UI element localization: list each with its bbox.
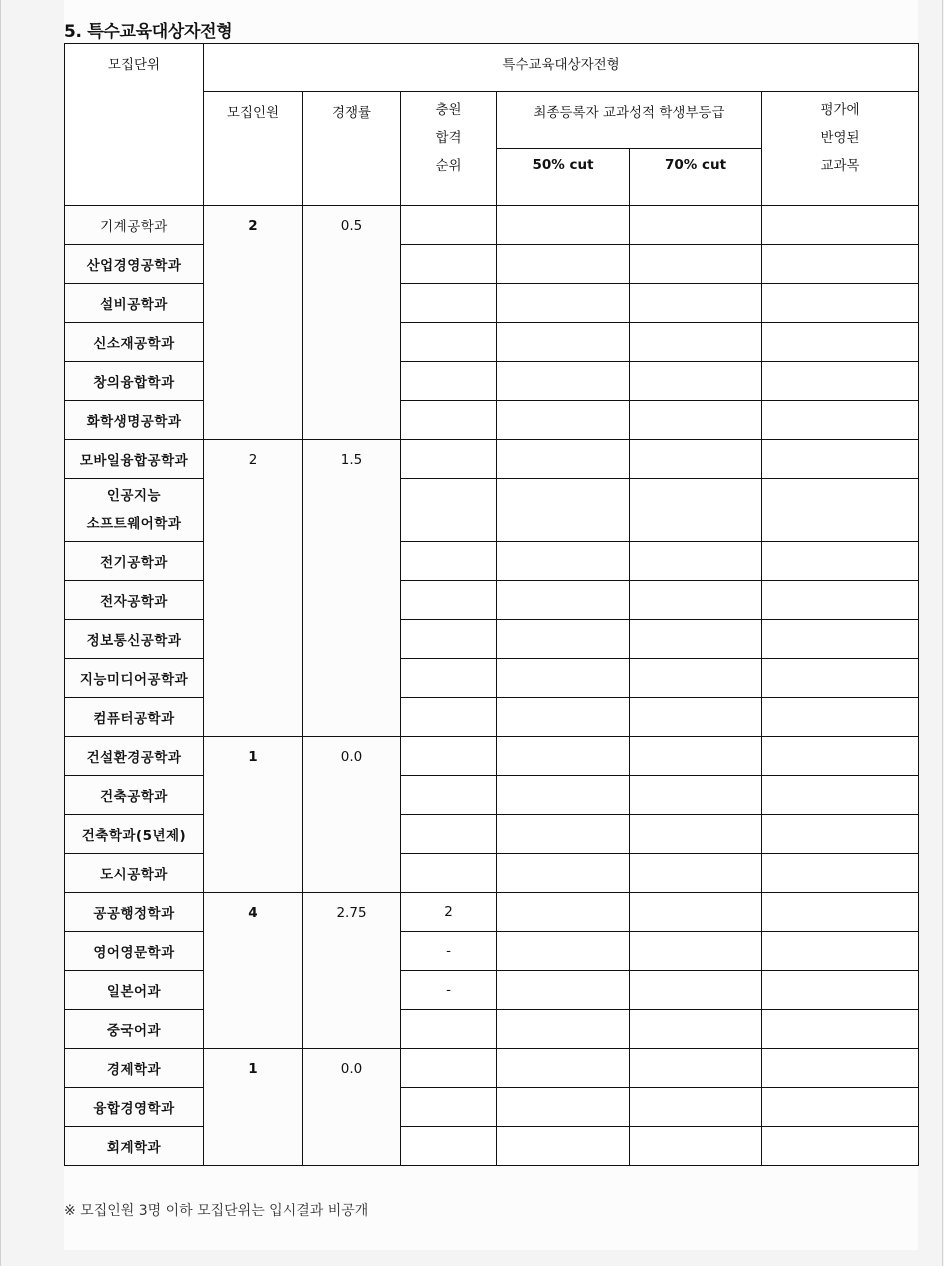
subjects-cell (762, 932, 919, 971)
cut-70-cell (630, 542, 762, 581)
cut-70-cell (630, 284, 762, 323)
subjects-cell (762, 971, 919, 1010)
table-row (65, 1010, 919, 1049)
cut-70-cell (630, 698, 762, 737)
table-row (65, 659, 919, 698)
department-name: 건축공학과 (65, 776, 204, 815)
waitlist-rank-cell: 2 (401, 893, 497, 932)
waitlist-rank-cell: - (401, 932, 497, 971)
cut-50-cell (497, 362, 630, 401)
header-waitlist-line-2: 합격 (435, 130, 462, 146)
cut-50-cell (497, 776, 630, 815)
department-name: 컴퓨터공학과 (65, 698, 204, 737)
subjects-cell (762, 440, 919, 479)
department-name: 일본어과 (65, 971, 204, 1010)
subjects-cell (762, 698, 919, 737)
waitlist-rank-cell (401, 1088, 497, 1127)
subjects-cell (762, 737, 919, 776)
department-name (65, 479, 204, 542)
table-row (65, 1088, 919, 1127)
table-row (65, 581, 919, 620)
cut-70-cell (630, 479, 762, 542)
cut-70-cell (630, 1010, 762, 1049)
waitlist-rank-cell (401, 245, 497, 284)
cut-50-cell (497, 737, 630, 776)
competition-ratio-value: 1.5 (303, 440, 401, 737)
department-name: 건설환경공학과 (65, 737, 204, 776)
subjects-cell (762, 1010, 919, 1049)
cut-70-cell (630, 581, 762, 620)
cut-50-cell (497, 1088, 630, 1127)
department-name: 정보통신공학과 (65, 620, 204, 659)
department-name: 융합경영학과 (65, 1088, 204, 1127)
cut-70-cell (630, 1049, 762, 1088)
cut-50-cell (497, 893, 630, 932)
table-row (65, 893, 919, 932)
waitlist-rank-cell (401, 206, 497, 245)
competition-ratio-value: 0.0 (303, 737, 401, 893)
department-name: 모바일융합공학과 (65, 440, 204, 479)
table-row (65, 362, 919, 401)
department-name: 기계공학과 (65, 206, 204, 245)
waitlist-rank-cell (401, 401, 497, 440)
cut-70-cell (630, 1088, 762, 1127)
table-row (65, 1127, 919, 1166)
competition-ratio-value: 0.5 (303, 206, 401, 440)
header-waitlist-line-1: 충원 (435, 102, 462, 118)
header-final-registrant-grade: 최종등록자 교과성적 학생부등급 (497, 92, 762, 149)
header-subjects-line-2: 반영된 (820, 130, 860, 146)
cut-70-cell (630, 776, 762, 815)
waitlist-rank-cell (401, 362, 497, 401)
cut-70-cell (630, 971, 762, 1010)
header-50-cut: 50% cut (497, 149, 630, 206)
cut-50-cell (497, 323, 630, 362)
cut-50-cell (497, 932, 630, 971)
department-name: 전자공학과 (65, 581, 204, 620)
quota-value: 4 (204, 893, 303, 1049)
document-page (64, 0, 918, 1250)
department-name: 창의융합학과 (65, 362, 204, 401)
cut-50-cell (497, 284, 630, 323)
waitlist-rank-cell (401, 440, 497, 479)
cut-50-cell (497, 620, 630, 659)
cut-70-cell (630, 323, 762, 362)
cut-70-cell (630, 815, 762, 854)
waitlist-rank-cell (401, 659, 497, 698)
header-evaluated-subjects (762, 92, 919, 206)
cut-70-cell (630, 854, 762, 893)
page-left-edge (0, 0, 1, 1266)
department-name: 화학생명공학과 (65, 401, 204, 440)
table-row (65, 737, 919, 776)
scrollbar-track[interactable] (942, 0, 943, 1266)
header-subjects-line-1: 평가에 (820, 102, 860, 118)
department-name: 중국어과 (65, 1010, 204, 1049)
cut-50-cell (497, 698, 630, 737)
quota-value: 2 (204, 206, 303, 440)
cut-50-cell (497, 971, 630, 1010)
quota-value: 2 (204, 440, 303, 737)
table-row (65, 854, 919, 893)
table-row (65, 323, 919, 362)
table-row (65, 440, 919, 479)
table-row (65, 245, 919, 284)
waitlist-rank-cell (401, 737, 497, 776)
table-row (65, 284, 919, 323)
cut-70-cell (630, 206, 762, 245)
subjects-cell (762, 323, 919, 362)
subjects-cell (762, 245, 919, 284)
subjects-cell (762, 893, 919, 932)
cut-70-cell (630, 362, 762, 401)
cut-70-cell (630, 659, 762, 698)
cut-70-cell (630, 620, 762, 659)
waitlist-rank-cell (401, 323, 497, 362)
subjects-cell (762, 581, 919, 620)
cut-70-cell (630, 737, 762, 776)
cut-50-cell (497, 815, 630, 854)
department-name-line-1: 인공지능 (106, 488, 162, 504)
header-recruitment-unit: 모집단위 (65, 44, 204, 206)
subjects-cell (762, 479, 919, 542)
waitlist-rank-cell (401, 1127, 497, 1166)
quota-value: 1 (204, 1049, 303, 1166)
subjects-cell (762, 362, 919, 401)
cut-50-cell (497, 854, 630, 893)
table-row (65, 479, 919, 542)
cut-70-cell (630, 1127, 762, 1166)
waitlist-rank-cell (401, 284, 497, 323)
header-subjects-line-3: 교과목 (820, 158, 860, 174)
department-name: 건축학과(5년제) (65, 815, 204, 854)
department-name: 회계학과 (65, 1127, 204, 1166)
cut-50-cell (497, 401, 630, 440)
waitlist-rank-cell (401, 1049, 497, 1088)
waitlist-rank-cell (401, 776, 497, 815)
cut-50-cell (497, 1010, 630, 1049)
header-special-education-track: 특수교육대상자전형 (204, 44, 919, 92)
table-row (65, 815, 919, 854)
waitlist-rank-cell (401, 479, 497, 542)
cut-70-cell (630, 932, 762, 971)
admission-results-table (64, 43, 919, 1166)
header-70-cut: 70% cut (630, 149, 762, 206)
waitlist-rank-cell (401, 542, 497, 581)
cut-50-cell (497, 479, 630, 542)
waitlist-rank-cell (401, 854, 497, 893)
department-name: 영어영문학과 (65, 932, 204, 971)
competition-ratio-value: 2.75 (303, 893, 401, 1049)
cut-50-cell (497, 1049, 630, 1088)
subjects-cell (762, 206, 919, 245)
cut-50-cell (497, 440, 630, 479)
subjects-cell (762, 542, 919, 581)
header-waitlist-rank (401, 92, 497, 206)
department-name: 경제학과 (65, 1049, 204, 1088)
department-name: 설비공학과 (65, 284, 204, 323)
table-row (65, 698, 919, 737)
competition-ratio-value: 0.0 (303, 1049, 401, 1166)
table-row (65, 932, 919, 971)
department-name: 전기공학과 (65, 542, 204, 581)
subjects-cell (762, 1088, 919, 1127)
cut-50-cell (497, 1127, 630, 1166)
cut-50-cell (497, 206, 630, 245)
quota-value: 1 (204, 737, 303, 893)
cut-70-cell (630, 401, 762, 440)
table-row (65, 971, 919, 1010)
waitlist-rank-cell (401, 1010, 497, 1049)
department-name: 신소재공학과 (65, 323, 204, 362)
cut-50-cell (497, 245, 630, 284)
waitlist-rank-cell (401, 620, 497, 659)
section-title: 5. 특수교육대상자전형 (64, 22, 233, 42)
subjects-cell (762, 854, 919, 893)
department-name: 공공행정학과 (65, 893, 204, 932)
subjects-cell (762, 284, 919, 323)
subjects-cell (762, 776, 919, 815)
department-name-line-2: 소프트웨어학과 (86, 516, 182, 532)
subjects-cell (762, 659, 919, 698)
cut-50-cell (497, 581, 630, 620)
waitlist-rank-cell (401, 698, 497, 737)
department-name: 산업경영공학과 (65, 245, 204, 284)
waitlist-rank-cell: - (401, 971, 497, 1010)
header-waitlist-line-3: 순위 (435, 158, 462, 174)
cut-50-cell (497, 542, 630, 581)
department-name: 도시공학과 (65, 854, 204, 893)
table-row (65, 776, 919, 815)
table-row (65, 401, 919, 440)
header-quota: 모집인원 (204, 92, 303, 206)
subjects-cell (762, 1049, 919, 1088)
department-name: 지능미디어공학과 (65, 659, 204, 698)
subjects-cell (762, 1127, 919, 1166)
table-row (65, 620, 919, 659)
subjects-cell (762, 815, 919, 854)
table-row (65, 1049, 919, 1088)
cut-70-cell (630, 440, 762, 479)
subjects-cell (762, 620, 919, 659)
table-row (65, 542, 919, 581)
waitlist-rank-cell (401, 815, 497, 854)
subjects-cell (762, 401, 919, 440)
table-row (65, 206, 919, 245)
cut-50-cell (497, 659, 630, 698)
cut-70-cell (630, 893, 762, 932)
waitlist-rank-cell (401, 581, 497, 620)
header-competition-ratio: 경쟁률 (303, 92, 401, 206)
footnote: ※ 모집인원 3명 이하 모집단위는 입시결과 비공개 (64, 1203, 369, 1219)
cut-70-cell (630, 245, 762, 284)
